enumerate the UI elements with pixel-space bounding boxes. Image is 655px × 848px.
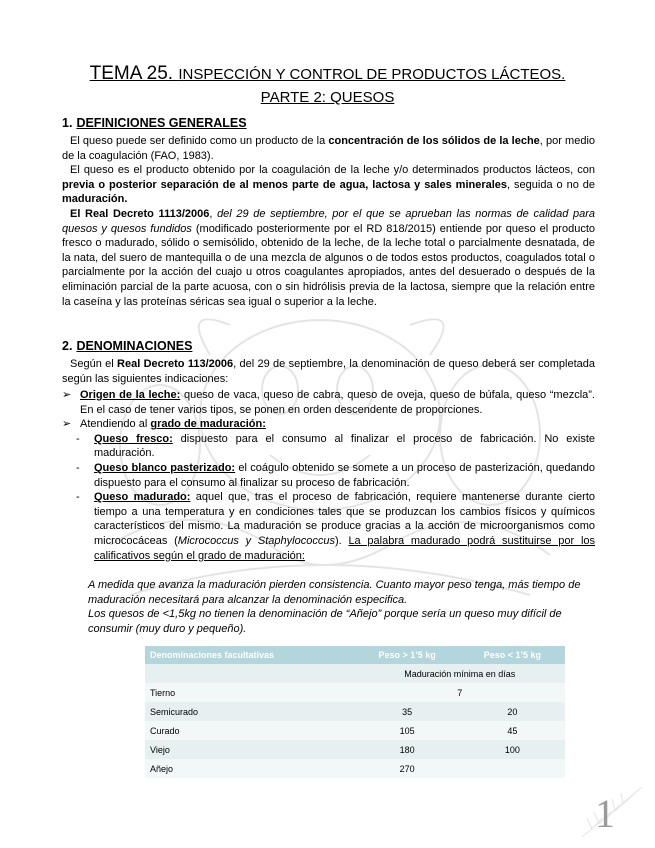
- section1-title: DEFINICIONES GENERALES: [76, 116, 247, 130]
- section2-number: 2.: [62, 339, 73, 353]
- list-item: [62, 388, 595, 417]
- text: ).: [334, 534, 349, 547]
- dash-bullet-icon: -: [76, 491, 80, 504]
- section2-title: DENOMINACIONES: [76, 339, 193, 353]
- table-cell: 35: [355, 702, 460, 721]
- table-cell: 270: [355, 759, 460, 778]
- bold-text: Real Decreto 113/2006: [117, 358, 234, 370]
- table-cell: 20: [460, 702, 565, 721]
- text: dispuesto para el consumo al finalizar el proceso de fabricación. No existe maduración.: [94, 432, 596, 460]
- section1-heading: [62, 116, 247, 131]
- bullet-label: grado de maduración:: [150, 418, 266, 431]
- underlined-text: La palabra madurado podrá sustituirse por los calificativos según el grado de maduración:: [94, 534, 596, 562]
- text: aquel que, tras el proceso de fabricación, requiere mantenerse durante cierto tiempo a una temperatura y en condiciones tales que se produzcan los cambios físicos y químicos característicos del mismo. La maduración se produce gracias a la acción de microorganismos como micrococáceas (: [94, 491, 595, 547]
- table-header: Peso > 1’5 kg: [355, 646, 460, 664]
- paragraph-3: [62, 207, 595, 309]
- table-subheader: Maduración mínima en días: [355, 664, 565, 683]
- table-cell: 100: [460, 740, 565, 759]
- intro-paragraph: [62, 357, 595, 386]
- table-cell: Viejo: [145, 740, 355, 759]
- table-cell: [460, 759, 565, 778]
- list-item: [62, 417, 595, 432]
- maturation-notes: [88, 578, 595, 636]
- bullet-label: Origen de la leche:: [80, 389, 181, 401]
- bold-text: previa o posterior separación de al menos parte de agua, lactosa y sales minerales: [62, 178, 508, 191]
- italic-text: del 29 de septiembre, por el que se aprueban las normas de calidad para quesos y quesos fundidos: [62, 207, 595, 235]
- table-row: [145, 721, 565, 740]
- bold-text: El Real Decreto 1113/2006: [70, 207, 210, 220]
- bold-text: maduración.: [62, 193, 128, 206]
- table-cell: 45: [460, 721, 565, 740]
- text: Atendiendo al: [80, 418, 151, 431]
- section1-number: 1.: [62, 116, 73, 130]
- dash-bullet-icon: -: [76, 461, 80, 474]
- arrow-bullet-icon: ➢: [62, 418, 72, 431]
- paragraph-2: [62, 163, 595, 207]
- table-cell: Semicurado: [145, 702, 355, 721]
- list-item: [62, 461, 595, 490]
- document-title: [0, 62, 655, 87]
- table-header: Peso < 1’5 kg: [460, 646, 565, 664]
- text: Según el: [70, 358, 118, 370]
- document-subtitle: PARTE 2: QUESOS: [260, 89, 395, 106]
- list-item: [62, 432, 595, 461]
- table-cell: 7: [355, 683, 565, 702]
- text: El queso es el producto obtenido por la coagulación de la leche y/o determinados productos lácteos, con: [70, 164, 595, 177]
- table-cell: Tierno: [145, 683, 355, 702]
- title-prefix: TEMA 25.: [89, 63, 174, 84]
- bullet-label: Queso fresco:: [94, 432, 173, 445]
- arrow-bullet-icon: ➢: [62, 389, 72, 401]
- section2-heading: [62, 339, 192, 354]
- text: El queso puede ser definido como un producto de la: [70, 135, 329, 147]
- text: (modificado posteriormente por el RD 818/2015) entiende por queso el producto fresco o madurado, sólido o semisólido, obtenido de la leche, de la leche total o parcialmente desnatada, de la nata, del suero de mantequilla o de una mezcla de algunos o de todos estos productos, coagulados total o parcialmente por la acción del cuajo u otros coagulantes apropiados, antes del desuerado o después de la eliminación parcial de la parte acuosa, con o sin hidrólisis previa de la lactosa, siempre que la relación entre la caseína y las proteínas séricas sea igual o superior a la leche.: [62, 222, 595, 308]
- title-text: INSPECCIÓN Y CONTROL DE PRODUCTOS LÁCTEOS.: [178, 66, 566, 83]
- bullet-label: Queso madurado:: [94, 491, 191, 504]
- text: , seguida o no de: [507, 178, 595, 191]
- text: el coágulo obtenido se somete a un proceso de pasterización, quedando dispuesto para el consumo al finalizar su proceso de fabricación.: [94, 461, 595, 489]
- table-row: [145, 683, 565, 702]
- bold-text: concentración de los sólidos de la leche: [328, 135, 540, 147]
- bullet-label: Queso blanco pasterizado:: [94, 461, 236, 474]
- dash-bullet-icon: -: [76, 432, 80, 445]
- text: , del 29 de septiembre, la denominación de queso deberá ser completada según las siguientes indicaciones:: [62, 358, 595, 385]
- italic-text: Micrococcus y Staphylococcus: [177, 534, 335, 547]
- table-cell: [145, 664, 355, 683]
- denominations-list: [62, 388, 595, 563]
- maturation-table: [145, 646, 565, 778]
- note-paragraph: Los quesos de <1,5kg no tienen la denominación de “Añejo” porque sería un queso muy difícil de consumir (muy duro y pequeño).: [88, 608, 562, 635]
- section2-intro: [62, 357, 595, 386]
- table-row: [145, 702, 565, 721]
- table-header: Denominaciones facultativas: [145, 646, 355, 664]
- table-cell: Añejo: [145, 759, 355, 778]
- table-header-row: [145, 646, 565, 664]
- text: ,: [209, 207, 218, 220]
- list-item: [62, 490, 595, 563]
- table-row: [145, 740, 565, 759]
- section1-body: [62, 134, 595, 309]
- table-subheader-row: [145, 664, 565, 683]
- page-number: 1: [595, 791, 615, 836]
- table-cell: Curado: [145, 721, 355, 740]
- table-cell: 105: [355, 721, 460, 740]
- paragraph-1: [62, 134, 595, 163]
- table-cell: 180: [355, 740, 460, 759]
- text: , por medio de la coagulación (FAO, 1983).: [62, 135, 596, 162]
- text: queso de vaca, queso de cabra, queso de oveja, queso de búfala, queso “mezcla”. En el caso de tener varios tipos, se ponen en orden descendente de proporciones.: [80, 389, 595, 416]
- table-row: [145, 759, 565, 778]
- note-paragraph: A medida que avanza la maduración pierden consistencia. Cuanto mayor peso tenga, más tiempo de maduración necesitará para alcanzar la denominación especifica.: [88, 579, 581, 606]
